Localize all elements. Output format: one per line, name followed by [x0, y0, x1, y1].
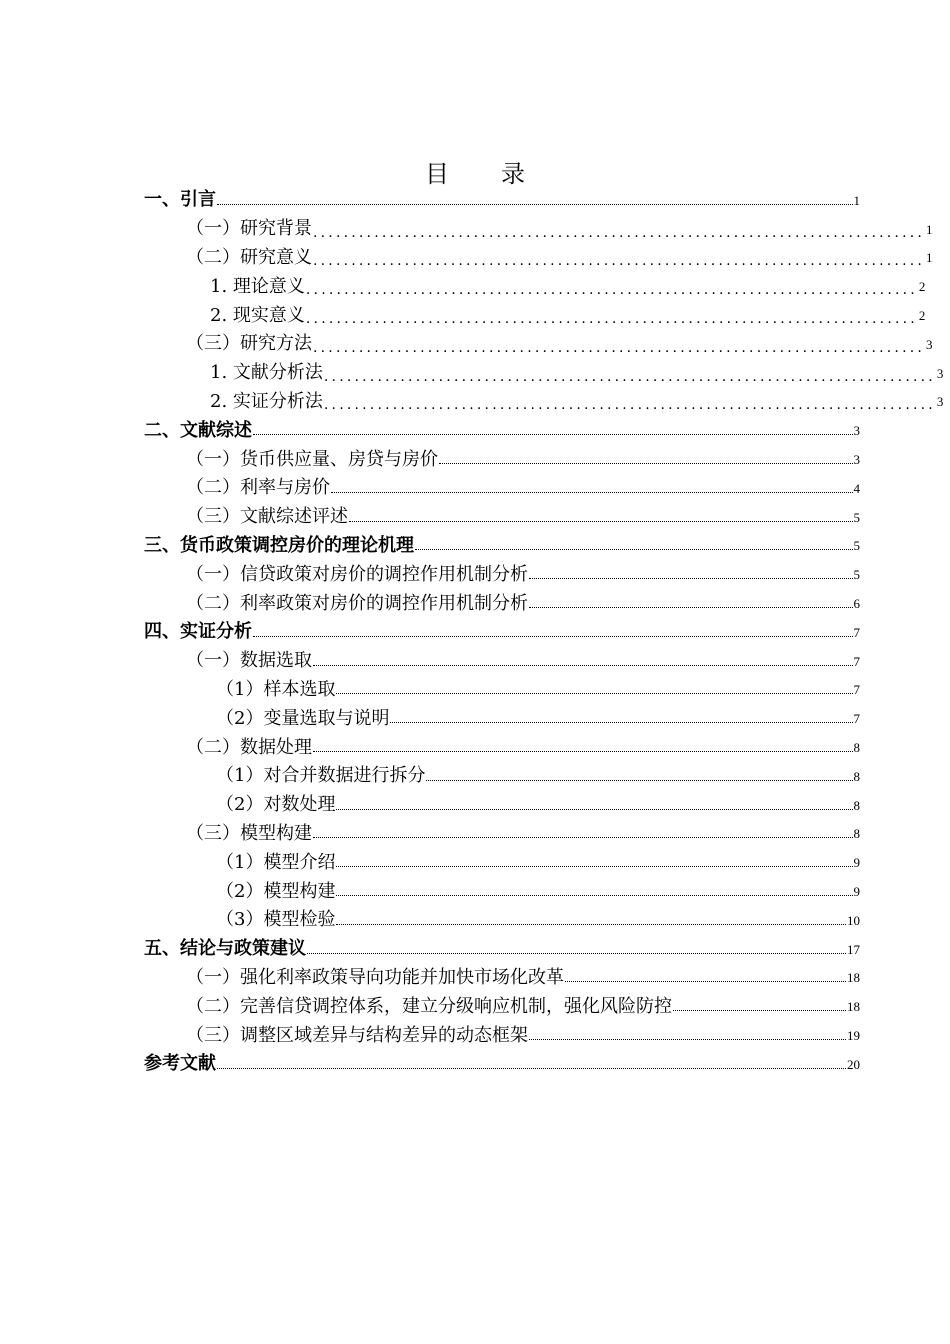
toc-entry-page-number: 3	[936, 394, 944, 410]
toc-dot-leader	[336, 692, 852, 694]
toc-entry-page-number: 7	[853, 682, 860, 698]
toc-dot-leader	[336, 808, 852, 810]
toc-dot-leader	[349, 520, 853, 522]
toc-entry-label: （一）信贷政策对房价的调控作用机制分析	[186, 563, 528, 585]
toc-entry-page-number: 8	[853, 740, 860, 756]
toc-entry[interactable]	[144, 704, 860, 733]
toc-entry-label: 四、实证分析	[144, 621, 252, 643]
toc-entry-label: 1. 文献分析法	[210, 362, 323, 384]
toc-entry[interactable]	[144, 560, 860, 589]
toc-dot-leader	[673, 1009, 846, 1011]
toc-entry-label: （一）数据选取	[186, 650, 312, 672]
toc-entry-page-number: 3	[853, 423, 860, 439]
toc-entry-page-number: 18	[847, 999, 860, 1015]
toc-dot-leader: ................................................................................	[313, 224, 926, 241]
toc-entry-page-number: 17	[847, 941, 860, 957]
toc-dot-leader	[331, 491, 853, 493]
toc-entry[interactable]	[144, 992, 860, 1021]
toc-dot-leader: ................................................................................	[323, 368, 936, 385]
toc-entry-label: （三）文献综述评述	[186, 506, 348, 528]
toc-dot-leader: ................................................................................	[305, 310, 918, 327]
toc-entry-label: （三）研究方法	[186, 333, 312, 355]
toc-entry[interactable]	[144, 359, 944, 388]
toc-entry-label: （1）对合并数据进行拆分	[216, 765, 426, 787]
toc-entry[interactable]	[144, 589, 860, 618]
toc-entry-page-number: 20	[847, 1056, 860, 1072]
toc-dot-leader	[253, 433, 853, 435]
toc-dot-leader	[439, 462, 853, 464]
toc-dot-leader	[565, 980, 846, 982]
toc-entry-page-number: 18	[847, 970, 860, 986]
toc-entry[interactable]	[144, 272, 926, 301]
toc-dot-leader	[426, 779, 852, 781]
toc-entry-label: （二）完善信贷调控体系，建立分级响应机制，强化风险防控	[186, 995, 672, 1017]
toc-entry-label: 参考文献	[144, 1053, 216, 1075]
toc-entry-page-number: 10	[847, 912, 860, 928]
toc-entry[interactable]	[144, 733, 860, 762]
toc-entry-label: 二、文献综述	[144, 419, 252, 441]
toc-entry-label: 三、货币政策调控房价的理论机理	[144, 534, 414, 556]
toc-dot-leader	[217, 203, 853, 205]
toc-dot-leader	[313, 750, 853, 752]
toc-dot-leader	[313, 664, 853, 666]
toc-title	[0, 154, 950, 189]
toc-entry-page-number: 5	[853, 567, 860, 583]
toc-entry[interactable]	[144, 532, 860, 561]
toc-entry-label: （2）模型构建	[216, 880, 336, 902]
toc-entry-label: （1）样本选取	[216, 678, 336, 700]
toc-entry-page-number: 7	[853, 624, 860, 640]
toc-entry[interactable]	[144, 877, 860, 906]
toc-entry[interactable]	[144, 445, 860, 474]
toc-entry[interactable]	[144, 964, 860, 993]
toc-title-char-1: 目	[425, 160, 449, 188]
toc-entry-page-number: 7	[853, 653, 860, 669]
toc-entry-label: （三）调整区域差异与结构差异的动态框架	[186, 1024, 528, 1046]
toc-entry[interactable]	[144, 848, 860, 877]
toc-entry[interactable]	[144, 1050, 860, 1079]
toc-dot-leader	[336, 923, 846, 925]
toc-entry-page-number: 2	[918, 308, 926, 324]
toc-entry[interactable]	[144, 244, 933, 273]
toc-entry-page-number: 8	[853, 826, 860, 842]
toc-dot-leader	[336, 894, 852, 896]
toc-entry-label: （3）模型检验	[216, 909, 336, 931]
toc-entry-label: （二）利率政策对房价的调控作用机制分析	[186, 592, 528, 614]
toc-dot-leader: ................................................................................	[305, 282, 918, 299]
toc-entry-page-number: 9	[853, 855, 860, 871]
toc-dot-leader	[529, 577, 853, 579]
toc-entry-label: 2. 实证分析法	[210, 390, 323, 412]
toc-entry[interactable]	[144, 186, 860, 215]
toc-entry-label: （1）模型介绍	[216, 851, 336, 873]
toc-entry[interactable]	[144, 416, 860, 445]
toc-entry[interactable]	[144, 906, 860, 935]
toc-entry-page-number: 1	[926, 221, 933, 237]
toc-dot-leader	[217, 1067, 846, 1069]
toc-entry-page-number: 5	[853, 538, 860, 554]
toc-entry[interactable]	[144, 618, 860, 647]
toc-entry[interactable]	[144, 388, 944, 417]
toc-entry-page-number: 4	[853, 480, 860, 496]
toc-dot-leader	[336, 865, 852, 867]
table-of-contents	[144, 186, 944, 1079]
toc-entry-label: （一）强化利率政策导向功能并加快市场化改革	[186, 966, 564, 988]
toc-entry-page-number: 3	[853, 452, 860, 468]
toc-entry-label: （二）研究意义	[186, 246, 312, 268]
toc-entry-label: （2）对数处理	[216, 794, 336, 816]
toc-entry[interactable]	[144, 935, 860, 964]
toc-entry[interactable]	[144, 301, 926, 330]
toc-entry[interactable]	[144, 820, 860, 849]
toc-entry-page-number: 7	[853, 711, 860, 727]
toc-entry-page-number: 3	[936, 365, 944, 381]
toc-entry[interactable]	[144, 1021, 860, 1050]
toc-entry[interactable]	[144, 676, 860, 705]
toc-dot-leader	[415, 548, 853, 550]
toc-entry-label: 2. 现实意义	[210, 304, 305, 326]
toc-entry-label: （二）利率与房价	[186, 477, 330, 499]
toc-entry-page-number: 1	[853, 192, 860, 208]
toc-entry-label: 1. 理论意义	[210, 275, 305, 297]
toc-entry[interactable]	[144, 330, 933, 359]
toc-dot-leader: ................................................................................	[313, 253, 926, 270]
toc-entry-label: （二）数据处理	[186, 736, 312, 758]
toc-entry-label: 一、引言	[144, 189, 216, 211]
toc-entry-page-number: 5	[853, 509, 860, 525]
toc-dot-leader: ................................................................................	[313, 339, 926, 356]
toc-entry-page-number: 1	[926, 250, 933, 266]
toc-dot-leader: ................................................................................	[323, 397, 936, 414]
toc-entry-label: （2）变量选取与说明	[216, 707, 390, 729]
toc-entry-page-number: 19	[847, 1028, 860, 1043]
toc-dot-leader	[529, 1038, 846, 1040]
toc-dot-leader	[390, 721, 852, 723]
toc-entry-page-number: 9	[853, 884, 860, 900]
toc-dot-leader	[253, 635, 853, 637]
toc-entry-page-number: 8	[853, 768, 860, 784]
toc-entry-page-number: 6	[853, 596, 860, 612]
toc-entry-page-number: 2	[918, 279, 926, 295]
toc-entry-label: （一）货币供应量、房贷与房价	[186, 448, 438, 470]
toc-entry-label: （三）模型构建	[186, 822, 312, 844]
toc-dot-leader	[307, 952, 846, 954]
toc-entry-page-number: 3	[926, 336, 933, 352]
toc-entry[interactable]	[144, 503, 860, 532]
toc-entry[interactable]	[144, 215, 933, 244]
toc-entry-label: （一）研究背景	[186, 218, 312, 240]
toc-entry[interactable]	[144, 647, 860, 676]
toc-dot-leader	[529, 606, 853, 608]
toc-entry[interactable]	[144, 762, 860, 791]
toc-dot-leader	[313, 836, 853, 838]
toc-entry-label: 五、结论与政策建议	[144, 938, 306, 960]
toc-title-char-2: 录	[501, 160, 525, 188]
toc-entry[interactable]	[144, 791, 860, 820]
toc-entry[interactable]	[144, 474, 860, 503]
toc-entry-page-number: 8	[853, 797, 860, 813]
